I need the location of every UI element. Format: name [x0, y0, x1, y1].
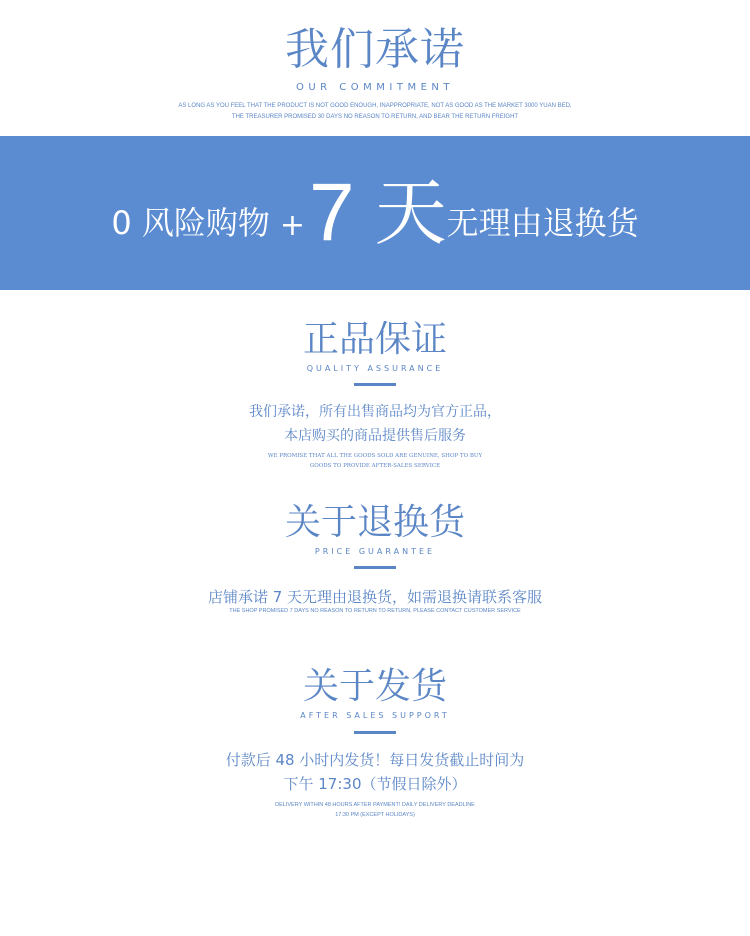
banner-text: [0, 136, 750, 290]
commitment-title: 我们承诺: [285, 24, 465, 75]
section-returns-title: 关于退换货: [284, 502, 465, 543]
section-quality-en2: GOODS TO PROVIDE AFTER-SALES SERVICE: [309, 463, 441, 469]
banner-right-text: 无理由退换货: [446, 204, 639, 242]
commitment-subtitle: OUR COMMITMENT: [295, 82, 455, 93]
section-quality-title: 正品保证: [302, 319, 447, 360]
banner-plus: +: [279, 207, 306, 243]
section-shipping-en2: 17:30 PM (EXCEPT HOLIDAYS): [335, 812, 415, 818]
section-shipping-divider: [354, 731, 396, 734]
section-quality-line1: 我们承诺，所有出售商品均为官方正品，: [249, 404, 501, 420]
section-quality-line2: 本店购买的商品提供售后服务: [284, 428, 466, 444]
commitment-desc-line2: THE TREASURER PROMISED 30 DAYS NO REASON TO RETURN, AND BEAR THE RETURN FREIGHT: [231, 114, 519, 120]
section-quality-subtitle: QUALITY ASSURANCE: [306, 364, 444, 373]
banner-number: 7: [309, 167, 355, 258]
section-quality-divider: [354, 383, 396, 386]
section-shipping-line2: 下午 17:30（节假日除外）: [283, 775, 467, 793]
section-quality-en1: WE PROMISE THAT ALL THE GOODS SOLD ARE GENUINE, SHOP TO BUY: [267, 453, 483, 459]
section-returns-line1: 店铺承诺 7 天无理由退换货，如需退换请联系客服: [207, 588, 543, 606]
guarantee-banner: [0, 136, 750, 290]
banner-unit: 天: [374, 171, 447, 255]
section-shipping-subtitle: AFTER SALES SUPPORT: [300, 711, 450, 720]
section-returns-divider: [354, 566, 396, 569]
section-shipping-title: 关于发货: [302, 666, 447, 707]
section-shipping-en1: DELIVERY WITHIN 48 HOURS AFTER PAYMENT! DAILY DELIVERY DEADLINE: [275, 802, 475, 808]
banner-left-text: 0 风险购物: [111, 204, 270, 242]
section-returns-en1: THE SHOP PROMISED 7 DAYS NO REASON TO RETURN TO RETURN, PLEASE CONTACT CUSTOMER SERVICE: [229, 608, 521, 614]
section-returns-subtitle: PRICE GUARANTEE: [314, 547, 436, 556]
commitment-desc-line1: AS LONG AS YOU FEEL THAT THE PRODUCT IS NOT GOOD ENOUGH, INAPPROPRIATE, NOT AS GOOD AS THE MARKET 3000 YUAN BED,: [178, 103, 572, 109]
section-shipping-line1: 付款后 48 小时内发货！每日发货截止时间为: [225, 751, 525, 769]
